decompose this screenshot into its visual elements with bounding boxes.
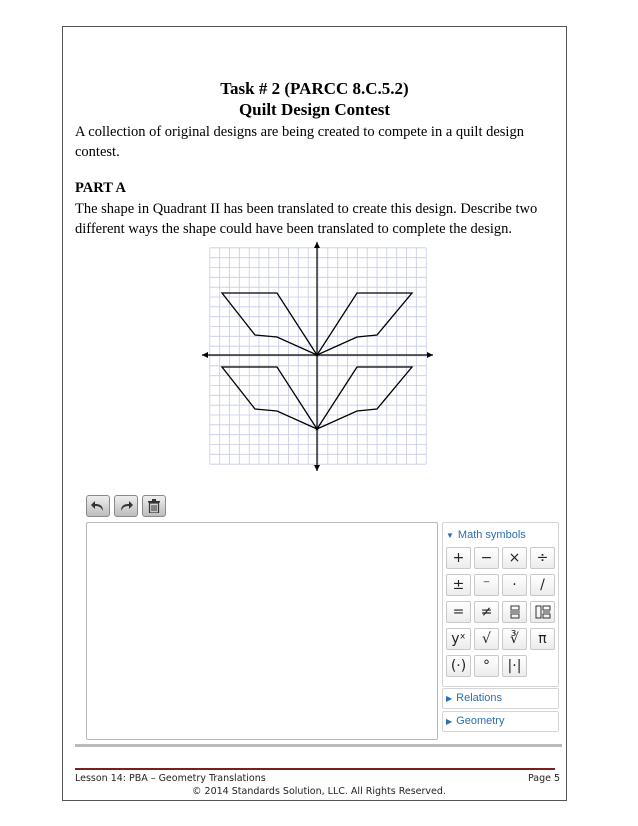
symbol-label: ÷	[536, 550, 549, 566]
delete-button[interactable]	[142, 495, 166, 517]
math-symbols-toggle[interactable]	[446, 529, 526, 541]
undo-button[interactable]	[86, 495, 110, 517]
symbol-button[interactable]	[474, 601, 499, 623]
symbol-button[interactable]	[502, 574, 527, 596]
symbol-button[interactable]	[474, 628, 499, 650]
symbol-button[interactable]	[502, 628, 527, 650]
symbol-button[interactable]	[474, 655, 499, 677]
symbol-button[interactable]	[530, 628, 555, 650]
relations-toggle[interactable]	[446, 692, 502, 704]
math-symbols-label: Math symbols	[457, 529, 526, 541]
symbol-label: ±	[452, 577, 465, 593]
editor-toolbar	[86, 495, 166, 517]
symbol-button[interactable]	[446, 655, 471, 677]
symbol-label: +	[452, 550, 465, 566]
symbol-label: ⁻	[482, 577, 491, 593]
mixed-fraction-icon	[535, 605, 551, 619]
caret-right-icon: ▶	[446, 717, 453, 726]
trash-icon	[148, 499, 160, 513]
symbol-label: (·)	[450, 658, 467, 674]
footer-copyright: © 2014 Standards Solution, LLC. All Rights Reserved.	[192, 786, 446, 797]
footer-page: Page 5	[528, 773, 561, 784]
x-axis-arrow-right	[427, 352, 433, 358]
quadrant-iv-shape	[317, 367, 412, 429]
symbol-label: π	[538, 631, 547, 647]
symbol-button[interactable]	[530, 547, 555, 569]
quadrant-ii-shape	[222, 293, 317, 355]
symbol-label: ≠	[480, 604, 493, 620]
part-a-prompt: The shape in Quadrant II has been translated to create this design. Describe two different ways the shape could have been translated to complete the design.	[75, 201, 538, 237]
quadrant-i-shape	[317, 293, 412, 355]
symbol-button[interactable]	[474, 547, 499, 569]
y-axis-arrow-down	[314, 465, 320, 471]
intro-text: A collection of original designs are being created to compete in a quilt design contest.	[75, 124, 524, 160]
coordinate-grid	[200, 238, 436, 474]
symbol-button[interactable]	[502, 655, 527, 677]
symbol-button[interactable]	[446, 601, 471, 623]
symbol-label: √	[482, 631, 491, 647]
symbol-label: =	[452, 604, 465, 620]
symbol-label: /	[540, 577, 545, 593]
task-title: Task # 2 (PARCC 8.C.5.2)	[220, 79, 409, 98]
fraction-icon	[510, 605, 520, 619]
task-subtitle: Quilt Design Contest	[238, 100, 391, 119]
fraction-button[interactable]	[502, 601, 527, 623]
symbol-label: −	[480, 550, 493, 566]
caret-down-icon: ▼	[446, 531, 454, 540]
symbol-button[interactable]	[502, 547, 527, 569]
redo-icon	[119, 500, 133, 512]
footer-lesson: Lesson 14: PBA – Geometry Translations	[75, 773, 266, 784]
x-axis-arrow-left	[202, 352, 208, 358]
symbol-label: ·	[512, 577, 517, 593]
answer-text-area[interactable]	[86, 522, 438, 740]
symbol-label: ×	[508, 550, 521, 566]
symbol-button[interactable]	[446, 628, 471, 650]
part-a-heading: PART A	[75, 180, 126, 196]
y-axis-arrow-up	[314, 242, 320, 248]
symbol-button[interactable]	[446, 574, 471, 596]
mixed-fraction-button[interactable]	[530, 601, 555, 623]
symbol-label: yˣ	[451, 631, 466, 647]
symbol-button[interactable]	[530, 574, 555, 596]
redo-button[interactable]	[114, 495, 138, 517]
geometry-label: Geometry	[456, 715, 505, 727]
symbol-button[interactable]	[446, 547, 471, 569]
relations-label: Relations	[456, 692, 503, 704]
symbol-label: °	[483, 658, 490, 674]
symbol-button[interactable]	[474, 574, 499, 596]
caret-right-icon: ▶	[446, 694, 453, 703]
undo-icon	[91, 500, 105, 512]
footer-rule	[75, 768, 555, 770]
symbol-label: ∛	[510, 631, 519, 647]
geometry-toggle[interactable]	[446, 715, 504, 727]
symbol-label: |·|	[507, 658, 522, 674]
horizontal-scrollbar[interactable]	[75, 744, 562, 747]
quadrant-iii-shape	[222, 367, 317, 429]
